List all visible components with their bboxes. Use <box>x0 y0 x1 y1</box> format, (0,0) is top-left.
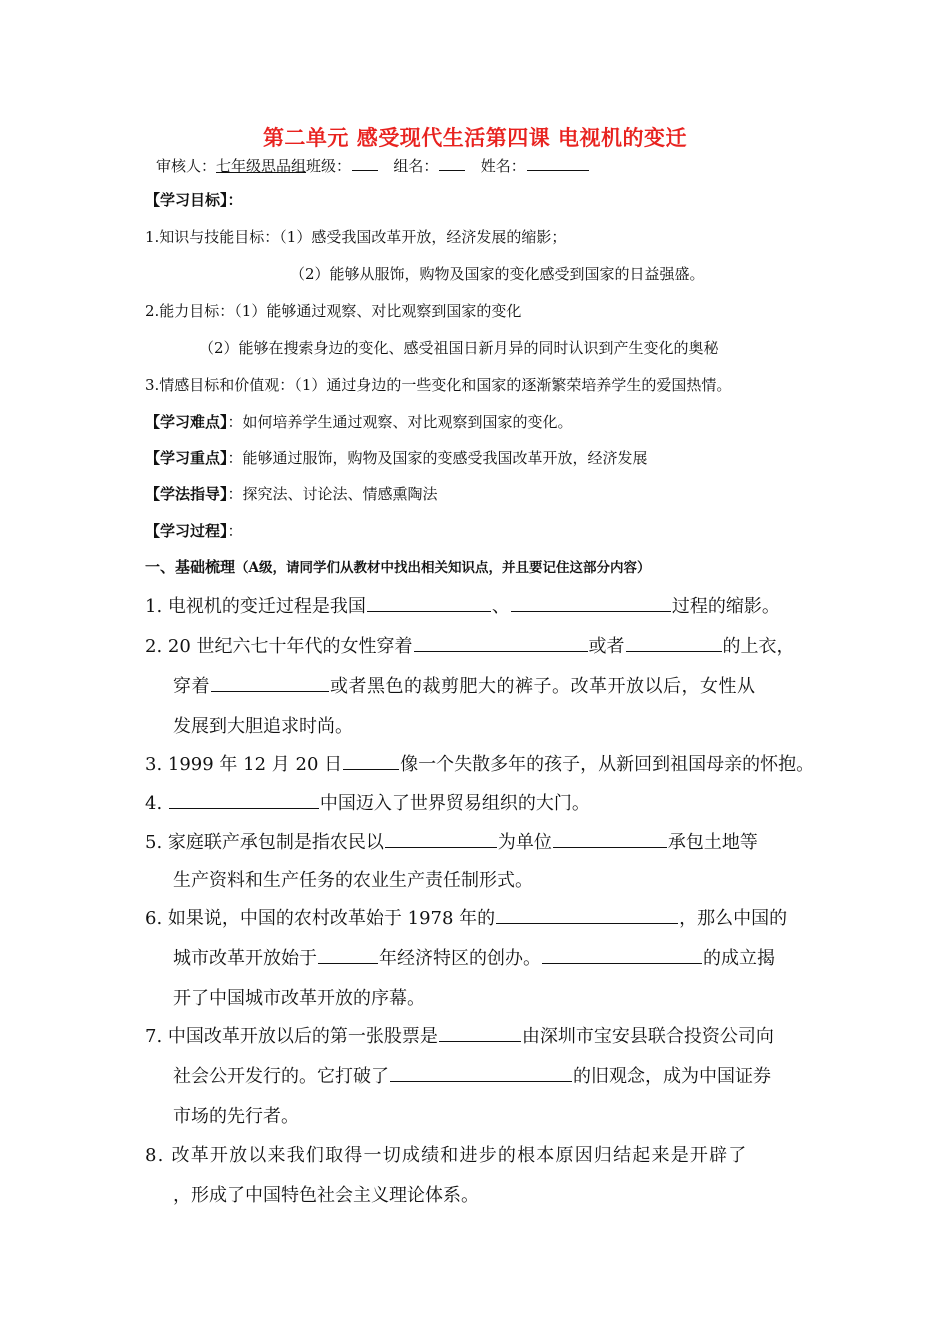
name-label: 姓名： <box>480 157 526 175</box>
name-blank <box>527 155 589 171</box>
q6-blank-2 <box>318 945 378 964</box>
q7-text-d: 的旧观念，成为中国证券 <box>573 1066 771 1087</box>
question-8-cont: ，形成了中国特色社会主义理论体系。 <box>173 1185 479 1206</box>
q7-text-a: 7. 中国改革开放以后的第一张股票是 <box>145 1026 438 1047</box>
question-7 <box>145 1022 774 1048</box>
q1-text-c: 过程的缩影。 <box>671 596 780 617</box>
method-text: ：探究法、讨论法、情感熏陶法 <box>227 485 438 503</box>
goal-1: 1.知识与技能目标：（1）感受我国改革开放，经济发展的缩影； <box>145 228 567 246</box>
page-title: 第二单元 感受现代生活第四课 电视机的变迁 <box>262 125 688 150</box>
method-line <box>145 483 438 504</box>
q3-text-b: 像一个失散多年的孩子，从新回到祖国母亲的怀抱。 <box>400 754 815 775</box>
section1-line <box>145 556 651 577</box>
question-6-cont <box>173 944 775 970</box>
goal-3: 3.情感目标和价值观：（1）通过身边的一些变化和国家的逐渐繁荣培养学生的爱国热情。 <box>145 376 732 394</box>
q5-blank-2 <box>553 829 667 848</box>
section1-heading: 一、基础梳理 <box>145 558 236 576</box>
q5-text-a: 5. 家庭联产承包制是指农民以 <box>145 832 384 853</box>
class-blank <box>352 155 378 171</box>
question-8: 8. 改革开放以来我们取得一切成绩和进步的根本原因归结起来是开辟了 <box>145 1145 748 1166</box>
goals-heading: 【学习目标】： <box>145 191 243 209</box>
q2-blank-1 <box>414 633 588 652</box>
method-heading: 【学法指导】 <box>145 485 228 503</box>
q6-blank-3 <box>542 945 702 964</box>
q1-text-b: 、 <box>491 596 510 617</box>
question-1 <box>145 592 780 618</box>
q1-blank-2 <box>511 593 671 612</box>
q2-text-b: 或者 <box>588 636 625 657</box>
question-4 <box>145 789 590 815</box>
question-7-cont <box>173 1062 771 1088</box>
q2-blank-2 <box>626 633 722 652</box>
reviewer-label: 审核人： <box>156 157 217 175</box>
keypoint-heading: 【学习重点】 <box>145 449 228 467</box>
reviewer-value: 七年级思品组 <box>216 157 307 175</box>
process-text: ： <box>227 522 243 540</box>
q6-text-b: ，那么中国的 <box>679 908 788 929</box>
group-blank <box>439 155 465 171</box>
q2-text-c: 的上衣， <box>722 636 795 657</box>
difficulty-text: ：如何培养学生通过观察、对比观察到国家的变化。 <box>227 413 573 431</box>
q7-blank-2 <box>390 1063 572 1082</box>
question-5 <box>145 828 758 854</box>
q5-text-b: 为单位 <box>497 832 552 853</box>
keypoint-text: ：能够通过服饰，购物及国家的变感受我国改革开放，经济发展 <box>227 449 648 467</box>
question-7-cont2: 市场的先行者。 <box>173 1106 299 1127</box>
question-2-cont <box>173 672 756 698</box>
q6-text-d: 年经济特区的创办。 <box>379 948 541 969</box>
class-label: 班级： <box>306 157 352 175</box>
q2-blank-3 <box>211 673 329 692</box>
q5-blank-1 <box>385 829 497 848</box>
process-line <box>145 520 243 541</box>
q3-blank-1 <box>343 751 399 770</box>
group-label: 组名： <box>393 157 439 175</box>
q2-text-d: 穿着 <box>173 676 210 697</box>
q6-blank-1 <box>496 905 678 924</box>
q2-text-e: 或者黑色的裁剪肥大的裤子。改革开放以后，女性从 <box>330 676 756 697</box>
q3-text-a: 3. 1999 年 12 月 20 日 <box>145 754 343 775</box>
question-2-cont2: 发展到大胆追求时尚。 <box>173 716 353 737</box>
q4-text-b: 中国迈入了世界贸易组织的大门。 <box>319 793 590 814</box>
question-5-cont: 生产资料和生产任务的农业生产责任制形式。 <box>173 870 533 891</box>
goal-1b: （2）能够从服饰，购物及国家的变化感受到国家的日益强盛。 <box>290 265 705 283</box>
q2-text-a: 2. 20 世纪六七十年代的女性穿着 <box>145 636 413 657</box>
q4-text-a: 4. <box>145 793 163 814</box>
q6-text-a: 6. 如果说，中国的农村改革始于 1978 年的 <box>145 908 496 929</box>
q1-text-a: 1. 电视机的变迁过程是我国 <box>145 596 366 617</box>
section1-note: （A级，请同学们从教材中找出相关知识点，并且要记住这部分内容） <box>235 560 651 576</box>
question-3 <box>145 750 814 776</box>
question-6-cont2: 开了中国城市改革开放的序幕。 <box>173 988 425 1009</box>
q6-text-e: 的成立揭 <box>703 948 775 969</box>
question-2 <box>145 632 795 658</box>
q6-text-c: 城市改革开放始于 <box>173 948 317 969</box>
q7-text-b: 由深圳市宝安县联合投资公司向 <box>521 1026 774 1047</box>
process-heading: 【学习过程】 <box>145 522 228 540</box>
q7-blank-1 <box>439 1023 521 1042</box>
q4-blank-1 <box>169 790 319 809</box>
difficulty-line <box>145 411 573 432</box>
goal-2b: （2）能够在搜索身边的变化、感受祖国日新月异的同时认识到产生变化的奥秘 <box>199 339 719 357</box>
question-6 <box>145 904 787 930</box>
q5-text-c: 承包土地等 <box>667 832 758 853</box>
q1-blank-1 <box>367 593 491 612</box>
q7-text-c: 社会公开发行的。它打破了 <box>173 1066 389 1087</box>
keypoint-line <box>145 447 648 468</box>
goal-2: 2.能力目标：（1）能够通过观察、对比观察到国家的变化 <box>145 302 522 320</box>
meta-line <box>156 155 590 176</box>
difficulty-heading: 【学习难点】 <box>145 413 228 431</box>
